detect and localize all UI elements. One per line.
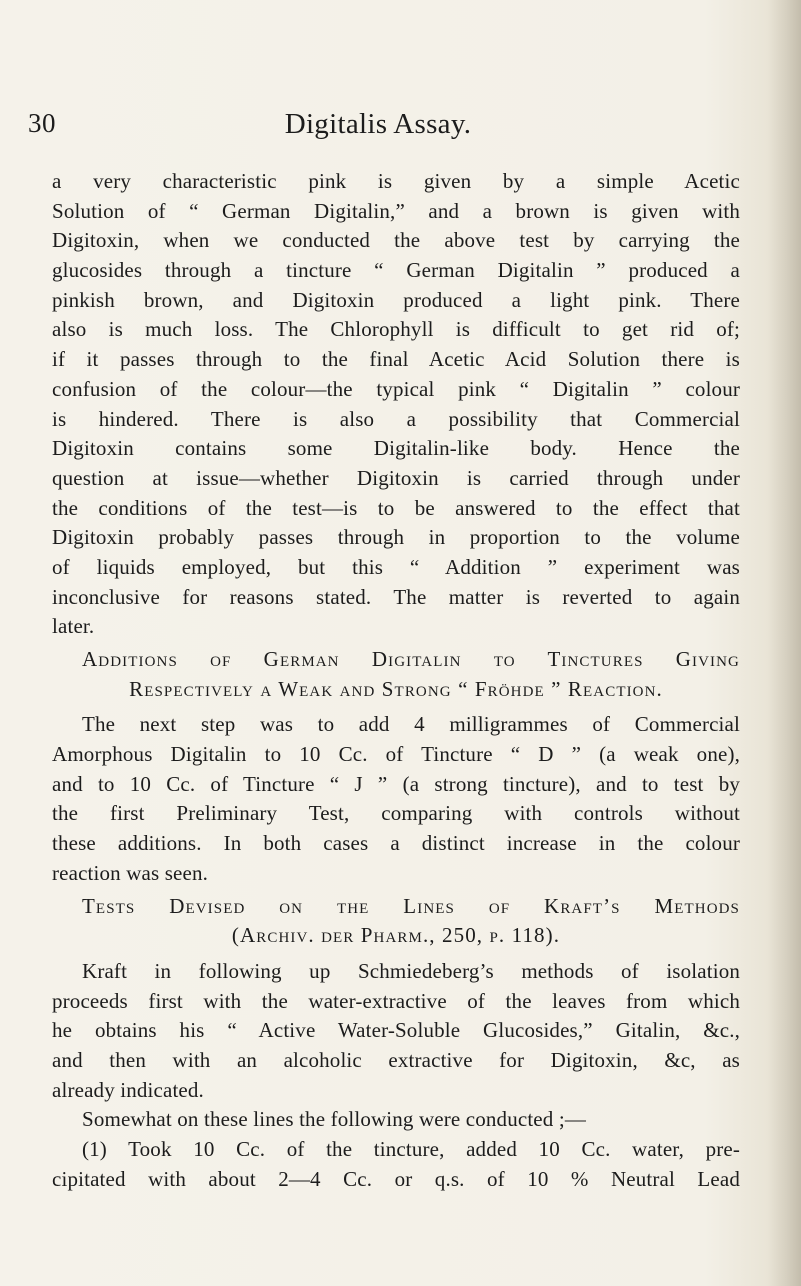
text-line: of liquids employed, but this “ Addition ” experiment was [52,554,740,579]
text-line: Digitoxin, when we conducted the above test by carrying the [52,228,740,253]
text-line: Amorphous Digitalin to 10 Cc. of Tincture “ D ” (a weak one), [52,742,740,767]
paragraph-4 [52,1105,740,1135]
text-line: and then with an alcoholic extractive for Digitoxin, &c, as [52,1047,740,1072]
paragraph-3 [52,957,740,1105]
text-line: later. [52,614,95,639]
text-line: Somewhat on these lines the following were conducted ;— [82,1107,586,1132]
page-number: 30 [28,108,56,138]
heading-line: Respectively a Weak and Strong “ Fröhde ” Reaction. [129,676,663,701]
text-line: reaction was seen. [52,860,209,885]
body-text [52,167,740,1194]
text-line: Digitoxin probably passes through in proportion to the volume [52,525,740,550]
page-header [28,108,728,152]
section-heading-1 [52,645,740,704]
running-title: Digitalis Assay. [284,108,472,140]
text-line: proceeds first with the water-extractive of the leaves from which [52,988,740,1013]
text-line: Kraft in following up Schmiedeberg’s methods of isolation [82,958,740,983]
text-line: confusion of the colour—the typical pink “ Digitalin ” colour [52,376,740,401]
heading-line: (Archiv. der Pharm., 250, p. 118). [231,923,561,948]
text-line: (1) Took 10 Cc. of the tincture, added 10 Cc. water, pre- [82,1137,740,1161]
text-line: the conditions of the test—is to be answered to the effect that [52,495,740,520]
text-line: inconclusive for reasons stated. The matter is reverted to again [52,584,740,609]
text-line: a very characteristic pink is given by a simple Acetic [52,169,740,193]
text-line: he obtains his “ Active Water-Soluble Glucosides,” Gitalin, &c., [52,1018,740,1043]
text-line: if it passes through to the final Acetic Acid Solution there is [52,347,740,372]
paragraph-2 [52,710,740,888]
text-line: The next step was to add 4 milligrammes of Commercial [82,712,740,737]
section-heading-2 [52,892,740,951]
text-line: these additions. In both cases a distinct increase in the colour [52,831,740,856]
text-line: glucosides through a tincture “ German Digitalin ” produced a [52,258,740,283]
text-line: is hindered. There is also a possibility that Commercial [52,406,740,431]
text-line: Digitoxin contains some Digitalin-like body. Hence the [52,436,740,461]
text-line: the first Preliminary Test, comparing with controls without [52,801,740,826]
page-edge-shadow [767,0,801,1286]
text-line: question at issue—whether Digitoxin is carried through under [52,465,740,490]
text-line: pinkish brown, and Digitoxin produced a light pink. There [52,287,740,312]
heading-line: Tests Devised on the Lines of Kraft’s Methods [82,893,740,918]
text-line: Solution of “ German Digitalin,” and a brown is given with [52,198,740,223]
text-line: already indicated. [52,1077,204,1102]
heading-line: Additions of German Digitalin to Tinctures Giving [82,647,740,671]
text-line: also is much loss. The Chlorophyll is difficult to get rid of; [52,317,740,342]
text-line: cipitated with about 2—4 Cc. or q.s. of 10 % Neutral Lead [52,1166,740,1191]
paragraph-1 [52,167,740,642]
paragraph-5 [52,1135,740,1194]
text-line: and to 10 Cc. of Tincture “ J ” (a strong tincture), and to test by [52,771,740,796]
